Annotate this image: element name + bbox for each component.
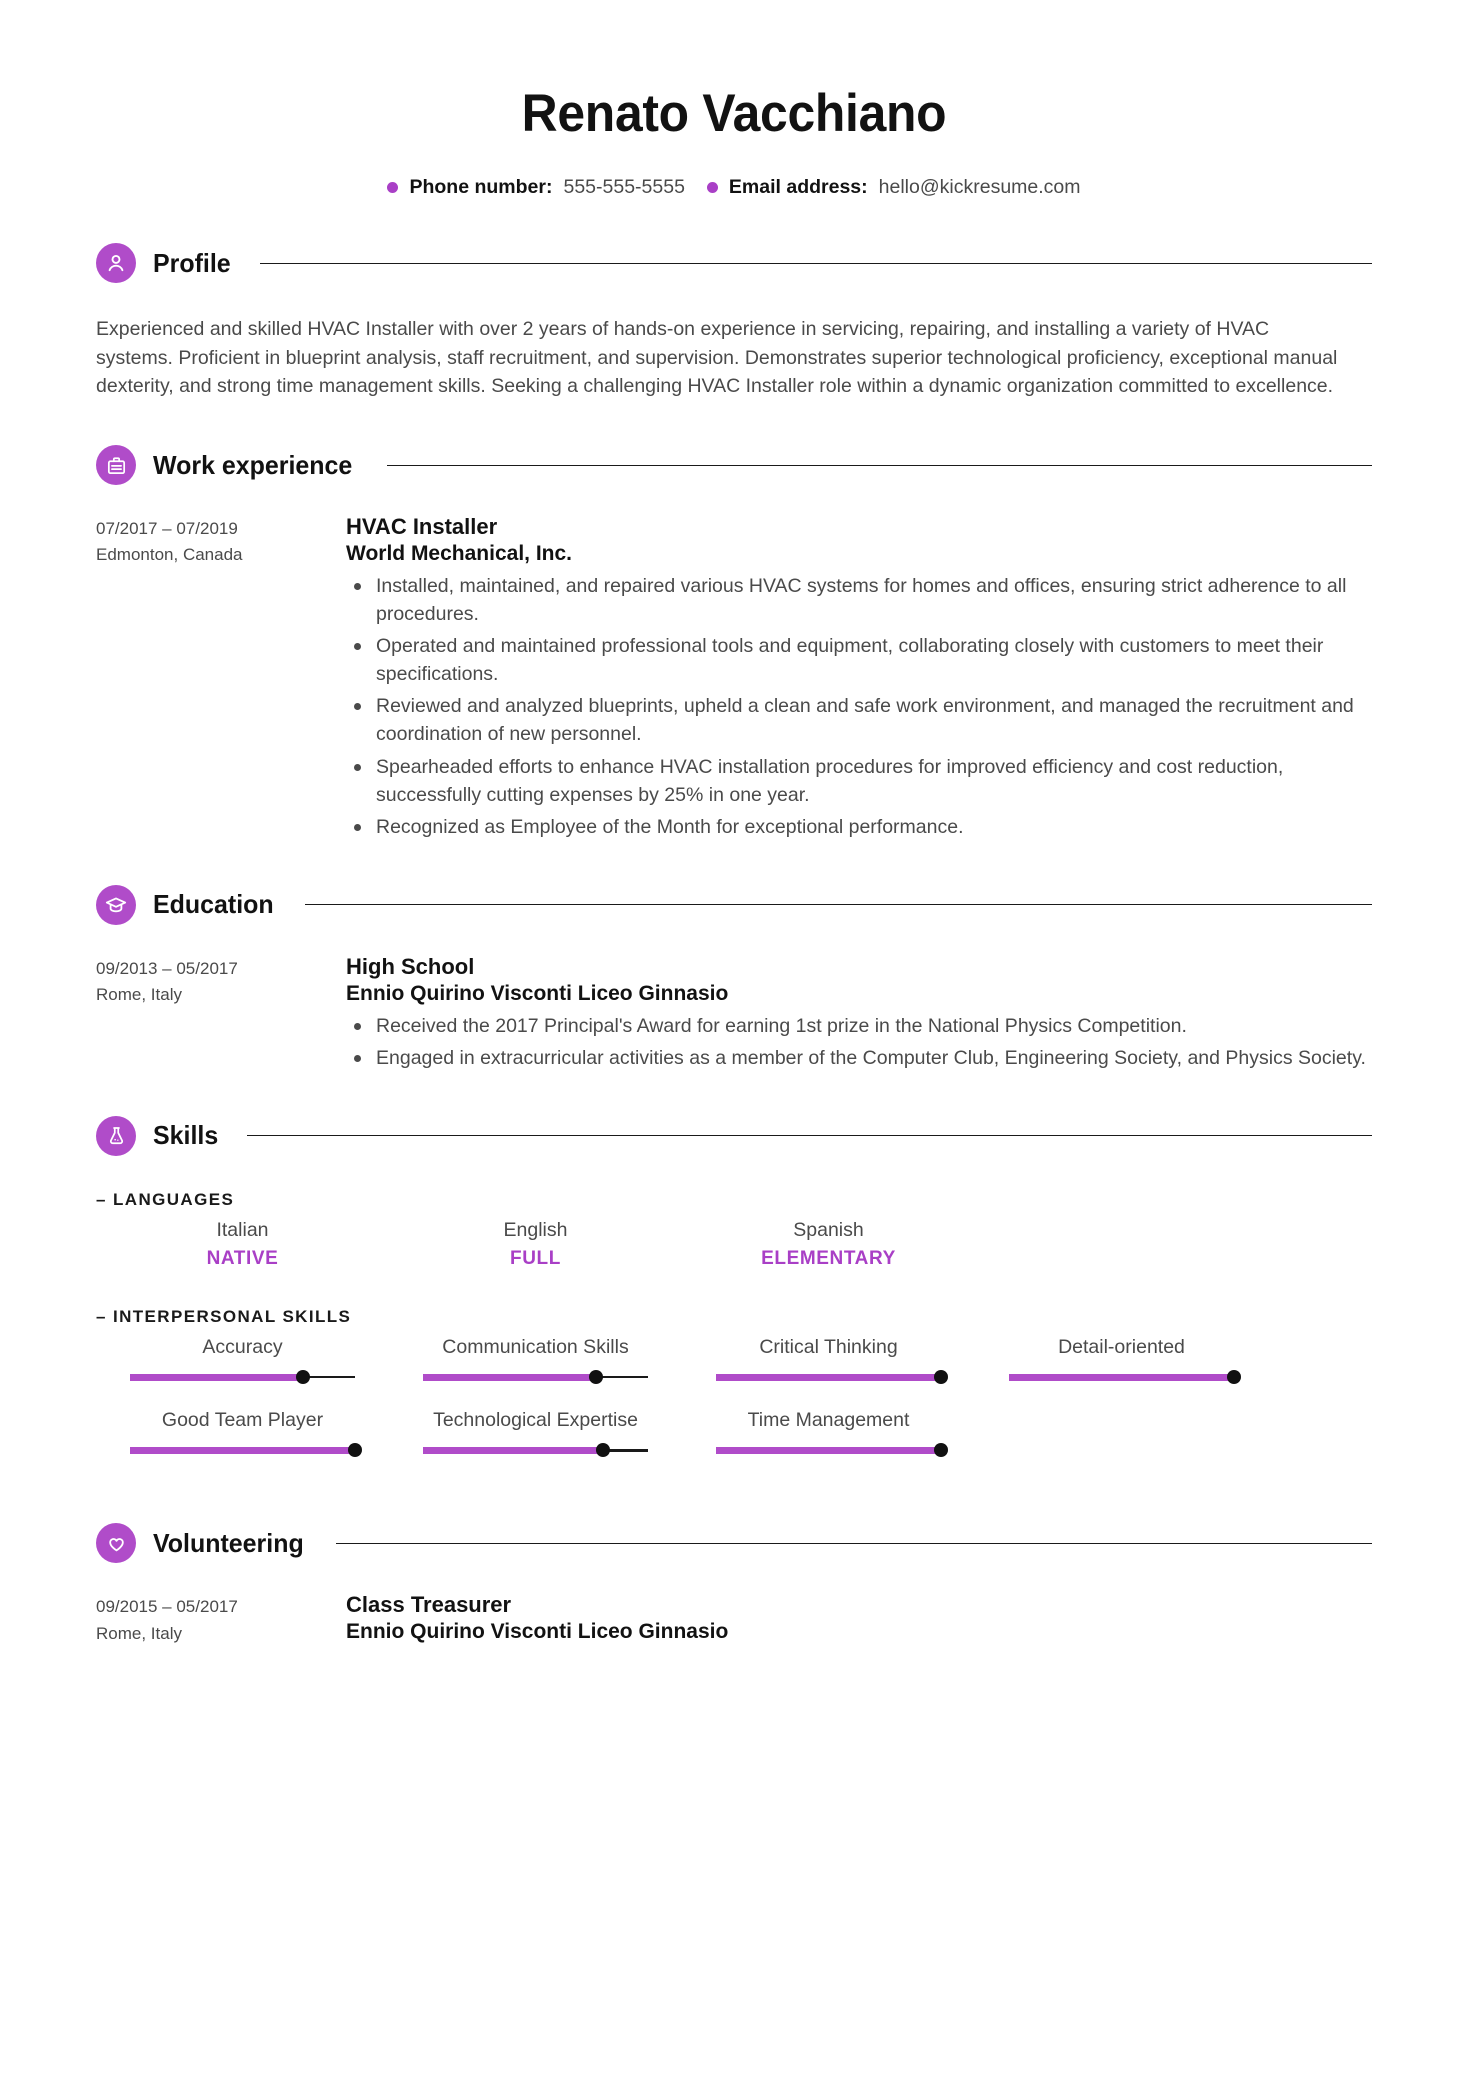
- education-entry-organization: Ennio Quirino Visconti Liceo Ginnasio: [346, 981, 729, 1005]
- language-name: English: [503, 1218, 568, 1241]
- skill-bar-knob[interactable]: [934, 1443, 948, 1457]
- section-header-skills: [96, 1116, 1372, 1156]
- heart-icon: [96, 1523, 136, 1563]
- skill-bar-fill: [716, 1374, 941, 1381]
- education-entry-body: [346, 953, 1372, 1072]
- section-header-volunteering: [96, 1523, 1372, 1563]
- bullet-dot-icon: [387, 182, 398, 193]
- section-volunteering: [96, 1523, 1372, 1647]
- section-header-work-experience: [96, 445, 1372, 485]
- skill-rating-bar[interactable]: [1009, 1370, 1234, 1384]
- skill-bar-fill: [716, 1447, 941, 1454]
- work-entry-bullets: [346, 572, 1372, 841]
- section-title-skills: Skills: [153, 1120, 219, 1151]
- work-entry-organization: World Mechanical, Inc.: [346, 542, 572, 566]
- languages-grid: [96, 1216, 1372, 1273]
- section-divider: [260, 263, 1372, 264]
- phone-value[interactable]: 555-555-5555: [563, 175, 685, 198]
- language-item: [389, 1216, 682, 1273]
- skills-subheading-interpersonal: – INTERPERSONAL SKILLS: [96, 1306, 352, 1326]
- graduation-cap-icon: [96, 885, 136, 925]
- volunteering-entry-body: [346, 1591, 1372, 1647]
- skill-item: [96, 1333, 389, 1384]
- education-entry: [96, 953, 1372, 1072]
- language-level: NATIVE: [206, 1248, 279, 1270]
- education-entry-meta: [96, 953, 346, 1072]
- section-profile: [96, 243, 1372, 401]
- section-skills: [96, 1116, 1372, 1479]
- profile-summary-text: Experienced and skilled HVAC Installer with over 2 years of hands-on experience in servicing, repairing, and installing a variety of HVAC systems. Proficient in blueprint analysis, staff recruitment, and supervision. Demonstrates superior technological proficiency, exceptional manual dexterity, and strong time management skills. Seeking a challenging HVAC Installer role within a dynamic organization committed to excellence.: [96, 318, 1338, 398]
- skill-bar-fill: [130, 1374, 303, 1381]
- list-item: Received the 2017 Principal's Award for earning 1st prize in the National Physics Competition.: [346, 1012, 1372, 1040]
- skill-bar-fill: [423, 1447, 603, 1454]
- education-entry-bullets: [346, 1012, 1372, 1072]
- skill-bar-fill: [130, 1447, 355, 1454]
- language-level: ELEMENTARY: [761, 1248, 896, 1270]
- work-entry-body: [346, 513, 1372, 841]
- language-item: [682, 1216, 975, 1273]
- skill-name: Good Team Player: [161, 1409, 324, 1431]
- skill-name: Communication Skills: [442, 1335, 629, 1358]
- section-title-work-experience: Work experience: [153, 449, 353, 480]
- list-item: Reviewed and analyzed blueprints, upheld a clean and safe work environment, and managed the recruitment and coordination of new personnel.: [346, 692, 1372, 748]
- section-divider: [336, 1543, 1372, 1544]
- section-header-profile: [96, 243, 1372, 283]
- volunteering-entry: [96, 1591, 1372, 1647]
- volunteering-entry-meta: [96, 1591, 346, 1647]
- briefcase-icon: [96, 445, 136, 485]
- interpersonal-skills-grid: [96, 1333, 1372, 1480]
- work-entry-title: HVAC Installer: [346, 514, 498, 539]
- language-name: Spanish: [793, 1218, 864, 1241]
- section-title-profile: Profile: [153, 247, 231, 278]
- language-level: FULL: [510, 1248, 561, 1270]
- skill-item: [389, 1333, 682, 1384]
- skill-name: Accuracy: [202, 1335, 283, 1358]
- section-title-education: Education: [153, 889, 274, 920]
- list-item: Engaged in extracurricular activities as a member of the Computer Club, Engineering Society, and Physics Society.: [346, 1044, 1372, 1072]
- skill-bar-knob[interactable]: [934, 1370, 948, 1384]
- section-header-education: [96, 885, 1372, 925]
- work-entry-dates: 07/2017 – 07/2019: [96, 519, 238, 538]
- list-item: Spearheaded efforts to enhance HVAC installation procedures for improved efficiency and cost reduction, successfully cutting expenses by 25% in one year.: [346, 753, 1372, 809]
- section-divider: [387, 465, 1372, 466]
- section-work-experience: [96, 445, 1372, 841]
- person-icon: [96, 243, 136, 283]
- skill-bar-knob[interactable]: [348, 1443, 362, 1457]
- education-entry-location: Rome, Italy: [96, 985, 182, 1005]
- volunteering-entry-dates: 09/2015 – 05/2017: [96, 1597, 238, 1617]
- work-entry-location: Edmonton, Canada: [96, 545, 243, 565]
- skill-rating-bar[interactable]: [716, 1370, 941, 1384]
- section-divider: [305, 904, 1372, 905]
- contact-phone: [387, 176, 684, 199]
- skill-rating-bar[interactable]: [130, 1370, 355, 1384]
- skill-item: [96, 1406, 389, 1457]
- volunteering-entry-organization: Ennio Quirino Visconti Liceo Ginnasio: [346, 1620, 729, 1644]
- skill-name: Technological Expertise: [433, 1409, 638, 1431]
- section-divider: [247, 1135, 1372, 1136]
- contact-info-row: [96, 176, 1372, 199]
- list-item: Operated and maintained professional tools and equipment, collaborating closely with customers to meet their specifications.: [346, 632, 1372, 688]
- skill-bar-knob[interactable]: [1227, 1370, 1241, 1384]
- skill-item: [975, 1333, 1268, 1384]
- skill-item: [389, 1406, 682, 1457]
- contact-email: [707, 176, 1081, 199]
- skill-bar-fill: [1009, 1374, 1234, 1381]
- email-label: Email address:: [728, 175, 868, 198]
- skill-bar-knob[interactable]: [589, 1370, 603, 1384]
- skill-bar-knob[interactable]: [296, 1370, 310, 1384]
- list-item: Recognized as Employee of the Month for exceptional performance.: [346, 813, 1372, 841]
- section-title-volunteering: Volunteering: [153, 1527, 304, 1558]
- skill-item: [682, 1333, 975, 1384]
- flask-icon: [96, 1116, 136, 1156]
- skill-rating-bar[interactable]: [423, 1370, 648, 1384]
- section-education: [96, 885, 1372, 1072]
- work-entry: [96, 513, 1372, 841]
- education-entry-dates: 09/2013 – 05/2017: [96, 958, 238, 978]
- language-item: [96, 1216, 389, 1273]
- skills-subheading-languages: – LANGUAGES: [96, 1189, 235, 1209]
- email-value[interactable]: hello@kickresume.com: [878, 175, 1081, 198]
- skill-rating-bar[interactable]: [130, 1443, 355, 1457]
- language-name: Italian: [216, 1218, 269, 1241]
- bullet-dot-icon: [707, 182, 718, 193]
- education-entry-title: High School: [346, 953, 475, 979]
- skill-bar-fill: [423, 1374, 596, 1381]
- work-entry-meta: [96, 513, 346, 841]
- skill-bar-knob[interactable]: [596, 1443, 610, 1457]
- skill-rating-bar[interactable]: [423, 1443, 648, 1457]
- phone-label: Phone number:: [409, 175, 553, 198]
- skill-name: Detail-oriented: [1058, 1335, 1185, 1358]
- skill-item: [682, 1406, 975, 1457]
- volunteering-entry-location: Rome, Italy: [96, 1623, 182, 1643]
- page-title: Renato Vacchiano: [521, 84, 947, 143]
- skill-name: Time Management: [747, 1409, 910, 1431]
- list-item: Installed, maintained, and repaired various HVAC systems for homes and offices, ensuring strict adherence to all procedures.: [346, 572, 1372, 628]
- skill-rating-bar[interactable]: [716, 1443, 941, 1457]
- skill-name: Critical Thinking: [759, 1335, 898, 1358]
- volunteering-entry-title: Class Treasurer: [346, 1592, 512, 1618]
